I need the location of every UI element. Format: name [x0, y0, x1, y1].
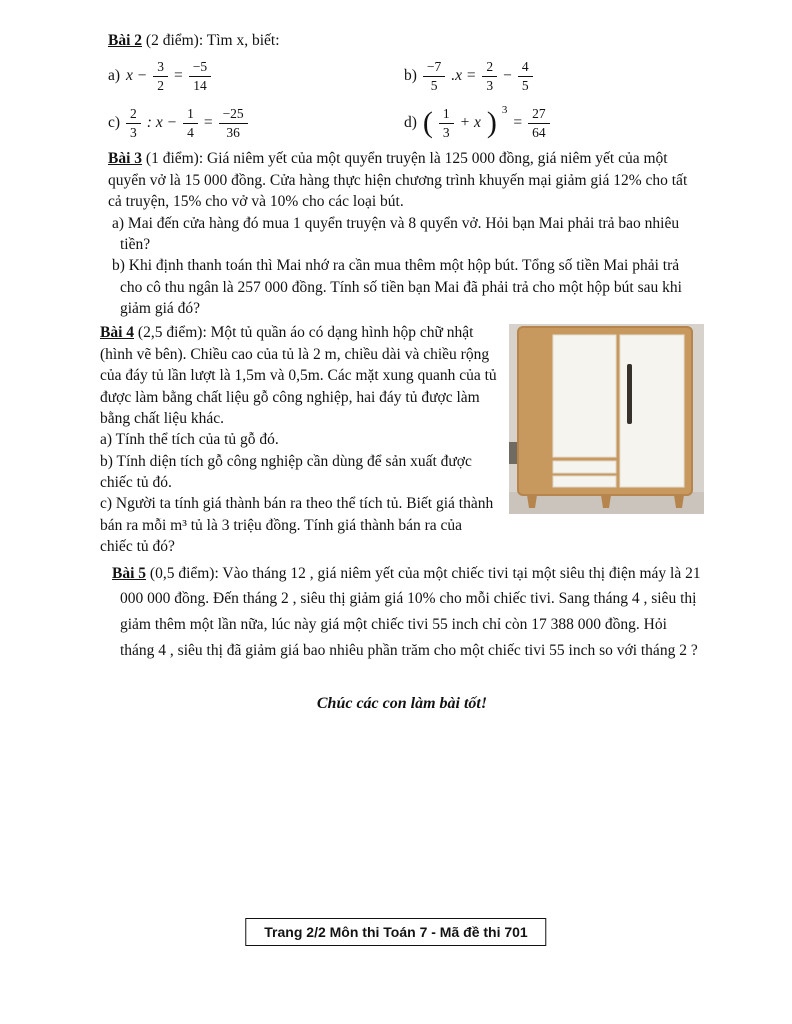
fraction: $\frac{3}{2}$	[153, 59, 168, 93]
fraction: $\frac{1}{4}$	[183, 106, 198, 140]
fraction: $\frac{4}{5}$	[518, 59, 533, 93]
fraction: $\frac{-5}{14}$	[189, 59, 211, 93]
equals-sign: =	[513, 114, 523, 132]
equation-c-label: c)	[108, 114, 121, 132]
equation-d-mid: + x	[459, 114, 481, 132]
close-paren: )	[486, 106, 497, 140]
equation-row-2	[108, 101, 704, 145]
equation-d	[404, 106, 700, 140]
equation-a-lhs: x −	[126, 67, 148, 85]
fraction: $\frac{27}{64}$	[528, 106, 550, 140]
equation-b	[404, 59, 700, 93]
problem-3-item-a: a) Mai đến cửa hàng đó mua 1 quyển truyện và 8 quyển vở. Hỏi bạn Mai phải trả bao nhiêu tiền?	[112, 214, 680, 253]
problem-2-heading	[108, 30, 704, 51]
wardrobe-image	[509, 324, 704, 514]
problem-2-title: Bài 2	[108, 32, 143, 49]
problem-3	[108, 148, 704, 319]
open-paren: (	[422, 106, 433, 140]
equation-a	[108, 59, 404, 93]
equals-sign: =	[203, 114, 213, 132]
problem-5	[108, 561, 704, 664]
fraction: $\frac{-25}{36}$	[219, 106, 248, 140]
minus-sign: −	[503, 67, 512, 85]
equation-c	[108, 106, 404, 140]
problem-5-heading	[108, 561, 704, 664]
problem-4-title: Bài 4	[100, 324, 135, 342]
problem-4-item-a: a) Tính thể tích của tủ gỗ đó.	[100, 431, 279, 449]
problem-3-heading	[108, 148, 704, 212]
problem-4-item-c: c) Người ta tính giá thành bán ra theo thể tích tủ. Biết giá thành bán ra mỗi m³ tủ là 3 triệu đồng. Tính giá thành bán ra của chiếc tủ đó?	[100, 495, 494, 556]
equation-row-1	[108, 54, 704, 98]
equation-b-mid: .x =	[451, 67, 477, 85]
problem-3-title: Bài 3	[108, 150, 143, 168]
problem-4-intro: (2,5 điểm): Một tủ quần áo có dạng hình hộp chữ nhật (hình vẽ bên). Chiều cao của tủ là 2 m, chiều dài và chiều rộng của đáy tủ lần lượt là 1,5m và 0,5m. Các mặt xung quanh của tủ được làm bằng chất liệu gỗ công nghiệp, hai đáy tủ được làm bằng chất liệu khác.	[100, 324, 497, 427]
closing-message: Chúc các con làm bài tốt!	[316, 695, 488, 713]
problem-3-intro: (1 điểm): Giá niêm yết của một quyển truyện là 125 000 đồng, giá niêm yết của một quyển vở là 15 000 đồng. Cửa hàng thực hiện chương trình khuyến mại giảm giá 12% cho tất cả truyện, 15% cho vở và 10% cho các loại bút.	[108, 150, 688, 211]
equals-sign: =	[174, 67, 183, 85]
fraction: $\frac{-7}{5}$	[423, 59, 445, 93]
fraction: $\frac{1}{3}$	[439, 106, 454, 140]
problem-5-title: Bài 5	[112, 564, 147, 582]
problem-2-intro: (2 điểm): Tìm x, biết:	[142, 32, 280, 49]
problem-4-item-b: b) Tính diện tích gỗ công nghiệp cần dùng để sản xuất được chiếc tủ đó.	[100, 452, 472, 491]
fraction: $\frac{2}{3}$	[482, 59, 497, 93]
problem-4	[100, 322, 704, 557]
equation-b-label: b)	[404, 67, 417, 85]
exponent: 3	[501, 104, 508, 117]
equation-a-label: a)	[108, 67, 121, 85]
problem-5-intro: (0,5 điểm): Vào tháng 12 , giá niêm yết của một chiếc tivi tại một siêu thị điện máy là 21 000 000 đồng. Đến tháng 2 , siêu thị giảm giá 10% cho mỗi chiếc tivi. Sang tháng 4 , siêu thị giảm thêm một lần nữa, lúc này giá một chiếc tivi 55 inch chỉ còn 17 388 000 đồng. Hỏi tháng 4 , siêu thị đã giảm giá bao nhiêu phần trăm cho một chiếc tivi 55 inch so với tháng 2 ?	[120, 564, 701, 659]
problem-2	[108, 30, 704, 145]
page-footer: Trang 2/2 Môn thi Toán 7 - Mã đề thi 701	[245, 918, 546, 946]
equation-c-mid: : x −	[146, 114, 178, 132]
equation-d-label: d)	[404, 114, 417, 132]
fraction: $\frac{2}{3}$	[126, 106, 141, 140]
problem-3-item-b: b) Khi định thanh toán thì Mai nhớ ra cần mua thêm một hộp bút. Tổng số tiền Mai phải trả cho cô thu ngân là 257 000 đồng. Tính số tiền bạn Mai đã phải trả cho một hộp bút sau khi giảm giá đó?	[112, 257, 682, 317]
